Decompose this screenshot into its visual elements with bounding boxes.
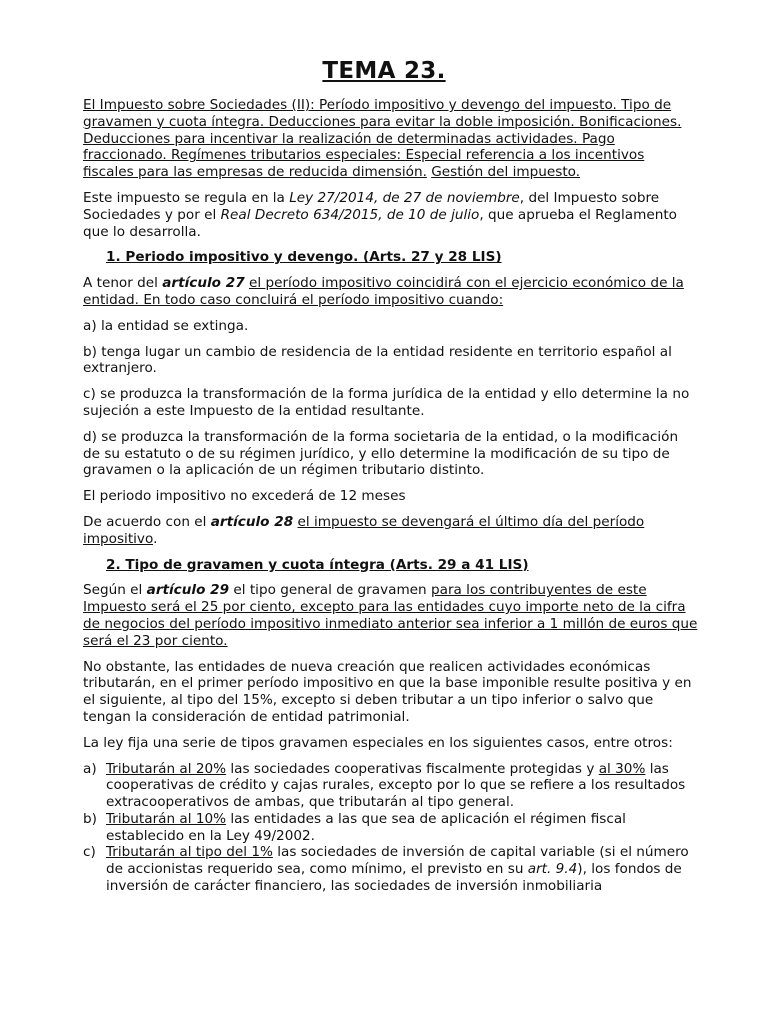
list-item-text	[106, 811, 698, 845]
law-text-2: , del Impuesto sobre Sociedades y por el	[83, 189, 660, 223]
item-c-article-ref: art. 9.4	[527, 861, 578, 878]
intro-heading-part2: Gestión del impuesto.	[431, 164, 581, 181]
law-reference-2: Real Decreto 634/2015, de 10 de julio	[220, 206, 480, 223]
section-2-paragraph-2: No obstante, las entidades de nueva creación que realicen actividades económicas tributarán, en el primer período impositivo en que la base imponible resulte positiva y en el siguiente, al tipo del 15%, excepto si deben tributar a un tipo inferior o salvo que tengan la consideración de entidad patrimonial.	[83, 658, 692, 725]
rate-1: Tributarán al tipo del 1%	[106, 844, 273, 861]
s1p2-pre: De acuerdo con el	[83, 513, 211, 530]
intro-heading-part1: El Impuesto sobre Sociedades (II): Período impositivo y devengo del impuesto. Tipo de gravamen y cuota íntegra. Deducciones para evitar la doble imposición. Bonificaciones. Deducciones para incentivar la realización de determinadas actividades. Pago fraccionado. Regímenes tributarios especiales: Especial referencia a los incentivos fiscales para las empresas de reducida dimensión.	[83, 97, 682, 181]
s1p1-pre: A tenor del	[83, 275, 163, 292]
s1p2-underlined: el impuesto se devengará el último día del período impositivo	[83, 513, 645, 547]
item-b-text: las entidades a las que sea de aplicación el régimen fiscal establecido en la Ley 49/2002.	[106, 810, 626, 844]
item-c-text-2: ), los fondos de inversión de carácter financiero, las sociedades de inversión inmobiliaria	[106, 861, 682, 895]
law-reference-1: Ley 27/2014, de 27 de noviembre	[289, 189, 520, 206]
s1p1-underlined: el período impositivo coincidirá con el ejercicio económico de la entidad. En todo caso concluirá el período impositivo cuando:	[83, 275, 684, 308]
document-body	[83, 97, 698, 904]
s2p1-mid: el tipo general de gravamen	[229, 582, 431, 599]
law-paragraph	[83, 190, 698, 240]
list-item-text	[106, 761, 698, 811]
section-1-item-c: c) se produzca la transformación de la forma jurídica de la entidad y ello determine la no sujeción a este Impuesto de la entidad resultante.	[83, 386, 690, 419]
item-a-text-1: las sociedades cooperativas fiscalmente protegidas y	[226, 760, 599, 777]
list-item-text	[106, 844, 698, 894]
section-1-item-b: b) tenga lugar un cambio de residencia de la entidad residente en territorio español al extranjero.	[83, 343, 672, 377]
s2p1-article: artículo 29	[146, 582, 230, 599]
s1p2-end: .	[153, 530, 158, 547]
law-text-3: , que aprueba el Reglamento que lo desarrolla.	[83, 206, 677, 240]
s2p1-pre: Según el	[83, 582, 147, 599]
special-rates-list	[83, 761, 698, 895]
item-c-text-1: las sociedades de inversión de capital variable (si el número de accionistas requerido sea, como mínimo, el previsto en su	[106, 844, 689, 878]
rate-10: Tributarán al 10%	[106, 810, 227, 827]
s1p1-article: artículo 27	[162, 275, 245, 292]
page-title: TEMA 23.	[322, 58, 446, 84]
list-item-label: b)	[83, 810, 97, 827]
section-1-paragraph-2	[83, 514, 698, 548]
list-item-label: c)	[83, 844, 96, 861]
section-1-item-a: a) la entidad se extinga.	[83, 317, 249, 334]
section-1-heading: 1. Periodo impositivo y devengo. (Arts. 27 y 28 LIS)	[106, 249, 502, 266]
section-2-heading: 2. Tipo de gravamen y cuota íntegra (Arts. 29 a 41 LIS)	[106, 556, 529, 573]
section-1-paragraph-1	[83, 275, 698, 309]
list-item	[83, 761, 698, 811]
rate-20: Tributarán al 20%	[106, 760, 227, 777]
rate-30: al 30%	[598, 760, 646, 777]
intro-heading	[83, 97, 698, 181]
law-text-1: Este impuesto se regula en la	[83, 189, 290, 206]
list-item	[83, 811, 698, 845]
s1p2-article: artículo 28	[210, 513, 294, 530]
section-2-paragraph-3: La ley fija una serie de tipos gravamen especiales en los siguientes casos, entre otros:	[83, 734, 673, 751]
list-item	[83, 844, 698, 894]
list-item-label: a)	[83, 760, 97, 777]
s2p1-underlined: para los contribuyentes de este Impuesto será el 25 por ciento, excepto para las entidades cuyo importe neto de la cifra de negocios del período impositivo inmediato anterior sea inferior a 1 millón de euros que será el 23 por ciento.	[83, 582, 698, 649]
section-1-item-d: d) se produzca la transformación de la forma societaria de la entidad, o la modificación de su estatuto o de su régimen jurídico, y ello determine la modificación de su tipo de gravamen o la aplicación de un régimen tributario distinto.	[83, 428, 679, 479]
item-a-text-2: las cooperativas de crédito y cajas rurales, excepto por lo que se refiere a los resultados extracooperativos de ambas, que tributarán al tipo general.	[106, 760, 686, 811]
section-2-paragraph-1	[83, 582, 698, 649]
section-1-max-period: El periodo impositivo no excederá de 12 meses	[83, 488, 406, 505]
